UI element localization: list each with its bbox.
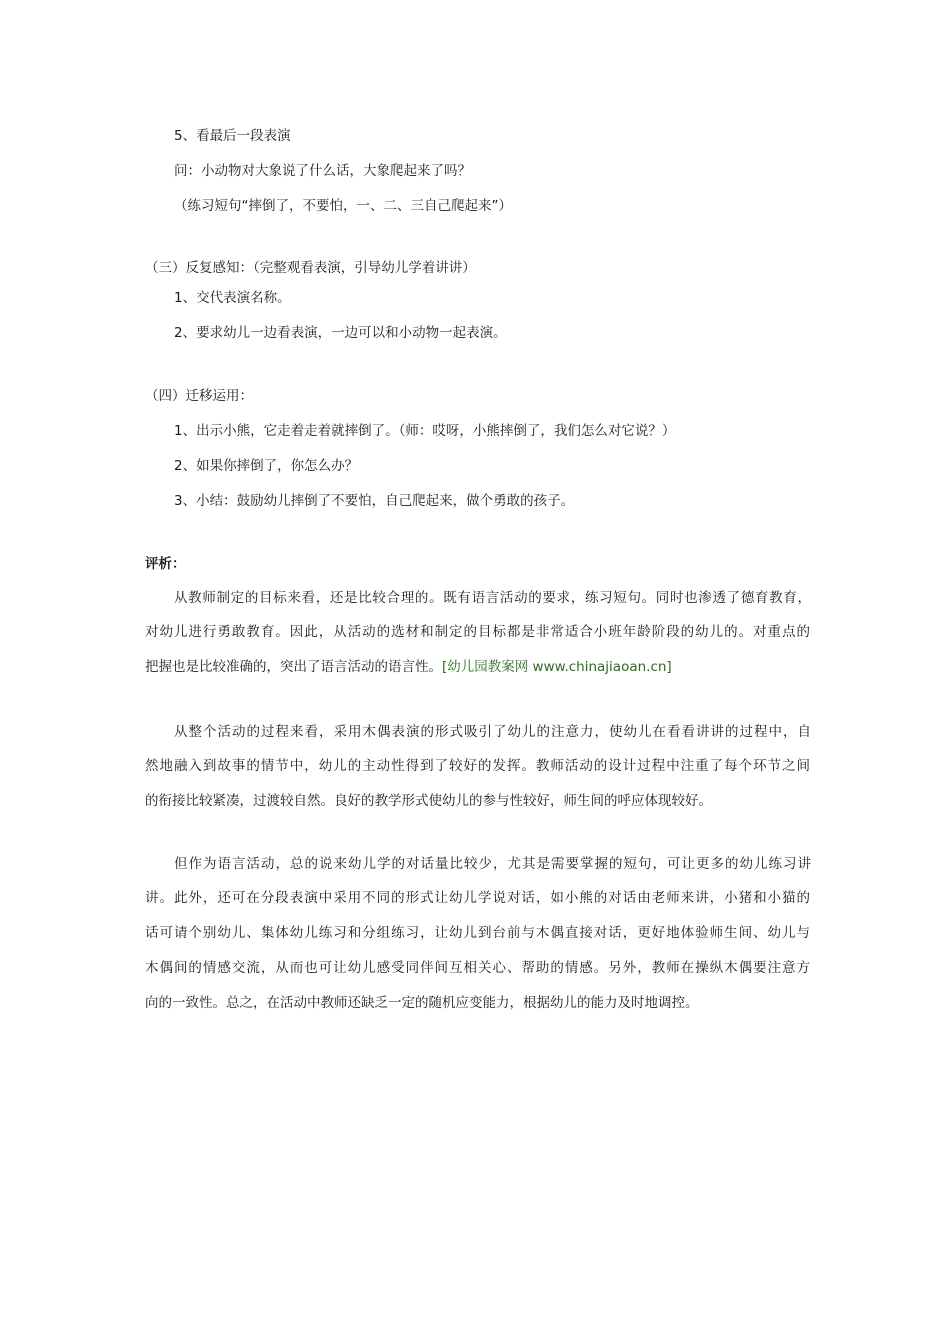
- section4-item-1: 1、出示小熊，它走着走着就摔倒了。（师：哎呀，小熊摔倒了，我们怎么对它说？）: [174, 423, 676, 439]
- review-p3-line-1: 但作为语言活动，总的说来幼儿学的对话量比较少，尤其是需要掌握的短句，可让更多的幼儿练习讲: [174, 856, 811, 872]
- review-p3-line-4: 木偶间的情感交流，从而也可让幼儿感受同伴间互相关心、帮助的情感。另外，教师在操纵木偶要注意方: [145, 960, 810, 976]
- review-heading: 评析：: [145, 556, 186, 572]
- review-p3-line-3: 话可请个别幼儿、集体幼儿练习和分组练习，让幼儿到台前与木偶直接对话，更好地体验师生间、幼儿与: [145, 925, 810, 941]
- review-p2-line-1: 从整个活动的过程来看，采用木偶表演的形式吸引了幼儿的注意力，使幼儿在看看讲讲的过程中，自: [174, 724, 811, 740]
- section4-heading: （四）迁移运用：: [145, 388, 253, 404]
- review-p1-line-2: 对幼儿进行勇敢教育。因此，从活动的选材和制定的目标都是非常适合小班年龄阶段的幼儿的。对重点的: [145, 624, 810, 640]
- section4-item-2: 2、如果你摔倒了，你怎么办？: [174, 458, 359, 474]
- item-5: 5、看最后一段表演: [174, 128, 291, 144]
- section3-item-2: 2、要求幼儿一边看表演，一边可以和小动物一起表演。: [174, 325, 507, 341]
- review-p3-line-5: 向的一致性。总之，在活动中教师还缺乏一定的随机应变能力，根据幼儿的能力及时地调控。: [145, 995, 699, 1011]
- review-p1-line-1: 从教师制定的目标来看，还是比较合理的。既有语言活动的要求，练习短句。同时也渗透了德育教育，: [174, 590, 811, 606]
- section3-heading: （三）反复感知：（完整观看表演，引导幼儿学着讲讲）: [145, 260, 476, 276]
- section4-item-3: 3、小结：鼓励幼儿摔倒了不要怕，自己爬起来，做个勇敢的孩子。: [174, 493, 575, 509]
- practice-line: （练习短句“摔倒了，不要怕，一、二、三自己爬起来”）: [174, 198, 512, 214]
- question-line: 问：小动物对大象说了什么话，大象爬起来了吗？: [174, 163, 471, 179]
- review-p2-line-3: 的衔接比较紧凑，过渡较自然。良好的教学形式使幼儿的参与性较好，师生间的呼应体现较好。: [145, 793, 712, 809]
- review-p1-line-3: 把握也是比较准确的，突出了语言活动的语言性。[幼儿园教案网 www.chinajiaoan.cn]: [145, 659, 672, 675]
- review-p3-line-2: 讲。此外，还可在分段表演中采用不同的形式让幼儿学说对话，如小熊的对话由老师来讲，小猪和小猫的: [145, 890, 810, 906]
- section3-item-1: 1、交代表演名称。: [174, 290, 291, 306]
- review-p2-line-2: 然地融入到故事的情节中，幼儿的主动性得到了较好的发挥。教师活动的设计过程中注重了每个环节之间: [145, 758, 810, 774]
- site-link[interactable]: [幼儿园教案网 www.chinajiaoan.cn]: [442, 659, 672, 675]
